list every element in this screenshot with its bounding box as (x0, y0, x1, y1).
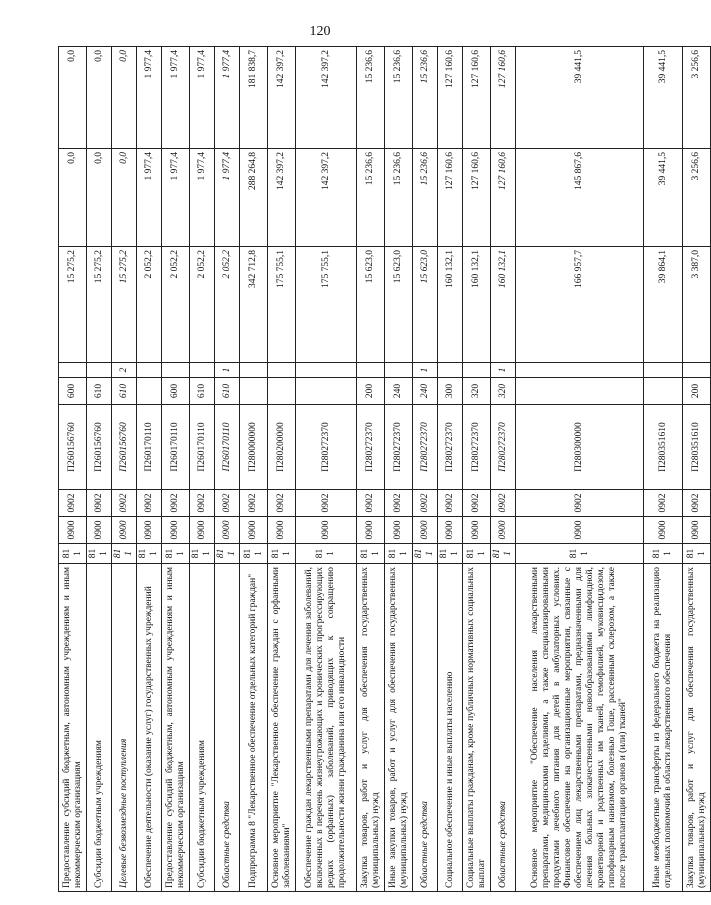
target-article-cell: П260156760 (112, 405, 137, 490)
source-code-cell (240, 363, 268, 378)
table-row (463, 47, 491, 892)
expense-type-cell: 600 (162, 378, 190, 405)
amount-year2-cell: 145 867,6 (516, 149, 644, 247)
ved-code-cell: 811 (59, 544, 87, 564)
amount-year1-cell: 15 623,0 (357, 247, 385, 363)
amount-year2-cell: 39 441,5 (644, 149, 683, 247)
target-article-cell: П260170110 (190, 405, 215, 490)
source-code-cell (296, 363, 357, 378)
table-body (59, 47, 711, 892)
section-code-cell: 0900 (516, 517, 644, 544)
amount-year3-cell: 15 236,6 (385, 47, 413, 149)
table-row (385, 47, 413, 892)
amount-year1-cell: 175 755,1 (268, 247, 296, 363)
source-code-cell (137, 363, 162, 378)
row-name-cell: Обеспечение граждан лекарственными препаратами для лечения заболеваний, включенных в перечень жизнеугрожающих и хронических прогрессирующих редких (орфанных) заболеваний, приводящих к сокращению продолжительности жизни гражданина или его инвалидности (296, 564, 357, 892)
ved-code-cell: 811 (438, 544, 463, 564)
amount-year3-cell: 0,0 (59, 47, 87, 149)
subsection-code-cell: 0902 (516, 490, 644, 517)
row-name-cell: Иные закупки товаров, работ и услуг для обеспечения государственных (муниципальных) нужд (385, 564, 413, 892)
target-article-cell: П280272370 (413, 405, 438, 490)
subsection-code-cell: 0902 (357, 490, 385, 517)
table-row (683, 47, 711, 892)
amount-year2-cell: 0,0 (87, 149, 112, 247)
subsection-code-cell: 0902 (162, 490, 190, 517)
section-code-cell: 0900 (162, 517, 190, 544)
ved-code-cell: 811 (268, 544, 296, 564)
row-name-cell: Подпрограмма 8 "Лекарственное обеспечение отдельных категорий граждан" (240, 564, 268, 892)
expense-type-cell: 320 (463, 378, 491, 405)
amount-year1-cell: 39 864,1 (644, 247, 683, 363)
target-article-cell: П280272370 (438, 405, 463, 490)
row-name-cell: Субсидии бюджетным учреждениям (190, 564, 215, 892)
ved-code-cell: 811 (112, 544, 137, 564)
section-code-cell: 0900 (112, 517, 137, 544)
expense-type-cell (644, 378, 683, 405)
amount-year3-cell: 0,0 (87, 47, 112, 149)
amount-year3-cell: 39 441,5 (516, 47, 644, 149)
amount-year2-cell: 127 160,6 (438, 149, 463, 247)
target-article-cell: П260170110 (162, 405, 190, 490)
row-name-cell: Предоставление субсидий бюджетным, автономным учреждениям и иным некоммерческим организациям (162, 564, 190, 892)
table-row (190, 47, 215, 892)
section-code-cell: 0900 (357, 517, 385, 544)
subsection-code-cell: 0902 (463, 490, 491, 517)
expense-type-cell: 610 (112, 378, 137, 405)
amount-year1-cell: 2 052,2 (215, 247, 240, 363)
subsection-code-cell: 0902 (296, 490, 357, 517)
amount-year1-cell: 15 623,0 (413, 247, 438, 363)
expense-type-cell (240, 378, 268, 405)
ved-code-cell: 811 (240, 544, 268, 564)
subsection-code-cell: 0902 (112, 490, 137, 517)
amount-year2-cell: 127 160,6 (463, 149, 491, 247)
ved-code-cell: 811 (385, 544, 413, 564)
amount-year1-cell: 342 712,8 (240, 247, 268, 363)
amount-year2-cell: 15 236,6 (385, 149, 413, 247)
subsection-code-cell: 0902 (683, 490, 711, 517)
amount-year1-cell: 15 275,2 (59, 247, 87, 363)
subsection-code-cell: 0902 (59, 490, 87, 517)
table-row (413, 47, 438, 892)
amount-year3-cell: 3 256,6 (683, 47, 711, 149)
subsection-code-cell: 0902 (644, 490, 683, 517)
amount-year2-cell: 3 256,6 (683, 149, 711, 247)
amount-year1-cell: 15 275,2 (112, 247, 137, 363)
subsection-code-cell: 0902 (385, 490, 413, 517)
row-name-cell: Субсидии бюджетным учреждениям (87, 564, 112, 892)
budget-table-rotated (58, 47, 707, 892)
target-article-cell: П260156760 (59, 405, 87, 490)
table-row (644, 47, 683, 892)
row-name-cell: Обеспечение деятельности (оказание услуг) государственных учреждений (137, 564, 162, 892)
amount-year1-cell: 160 132,1 (463, 247, 491, 363)
amount-year1-cell: 160 132,1 (491, 247, 516, 363)
table-row (137, 47, 162, 892)
section-code-cell: 0900 (491, 517, 516, 544)
target-article-cell: П280272370 (491, 405, 516, 490)
row-name-cell: Областные средства (491, 564, 516, 892)
row-name-cell: Областные средства (215, 564, 240, 892)
ved-code-cell: 811 (644, 544, 683, 564)
amount-year2-cell: 15 236,6 (413, 149, 438, 247)
source-code-cell: 1 (413, 363, 438, 378)
expense-type-cell: 610 (190, 378, 215, 405)
amount-year3-cell: 15 236,6 (413, 47, 438, 149)
amount-year1-cell: 15 275,2 (87, 247, 112, 363)
expense-type-cell: 320 (491, 378, 516, 405)
expense-type-cell (137, 378, 162, 405)
section-code-cell: 0900 (240, 517, 268, 544)
amount-year3-cell: 1 977,4 (137, 47, 162, 149)
expense-type-cell: 240 (413, 378, 438, 405)
subsection-code-cell: 0902 (491, 490, 516, 517)
ved-code-cell: 811 (137, 544, 162, 564)
subsection-code-cell: 0902 (87, 490, 112, 517)
expense-type-cell (516, 378, 644, 405)
source-code-cell (268, 363, 296, 378)
source-code-cell (357, 363, 385, 378)
section-code-cell: 0900 (413, 517, 438, 544)
expense-type-cell: 300 (438, 378, 463, 405)
source-code-cell (162, 363, 190, 378)
amount-year2-cell: 142 397,2 (296, 149, 357, 247)
amount-year3-cell: 0,0 (112, 47, 137, 149)
table-row (87, 47, 112, 892)
table-row (59, 47, 87, 892)
amount-year2-cell: 1 977,4 (215, 149, 240, 247)
section-code-cell: 0900 (190, 517, 215, 544)
ved-code-cell: 811 (190, 544, 215, 564)
section-code-cell: 0900 (438, 517, 463, 544)
ved-code-cell: 811 (413, 544, 438, 564)
target-article-cell: П280300000 (516, 405, 644, 490)
expense-type-cell: 610 (215, 378, 240, 405)
amount-year1-cell: 175 755,1 (296, 247, 357, 363)
section-code-cell: 0900 (296, 517, 357, 544)
budget-table (58, 46, 711, 892)
source-code-cell: 1 (491, 363, 516, 378)
amount-year2-cell: 127 160,6 (491, 149, 516, 247)
source-code-cell (87, 363, 112, 378)
page-number: 120 (309, 24, 331, 39)
expense-type-cell: 600 (59, 378, 87, 405)
row-name-cell: Основное мероприятие "Обеспечение населения лекарственными препаратами, медицинскими изделиями, а также специализированными продуктами лечебного питания для детей в амбулаторных условиях. Финансовое обеспечение на организационные мероприятия, связанные с обеспечением лиц лекарственными препаратами, предназначенными для лечения больных злокачественными новообразованиями лимфоидной, кроветворной и родственных им тканей, гемофилией, муковисцидозом, гипофизарным нанизмом, болезнью Гоше, рассеянным склерозом, а также после трансплантации органов и (или) тканей" (516, 564, 644, 892)
subsection-code-cell: 0902 (438, 490, 463, 517)
table-row (215, 47, 240, 892)
subsection-code-cell: 0902 (190, 490, 215, 517)
ved-code-cell: 811 (516, 544, 644, 564)
source-code-cell: 2 (112, 363, 137, 378)
expense-type-cell (268, 378, 296, 405)
section-code-cell: 0900 (644, 517, 683, 544)
source-code-cell (516, 363, 644, 378)
amount-year3-cell: 15 236,6 (357, 47, 385, 149)
ved-code-cell: 811 (357, 544, 385, 564)
subsection-code-cell: 0902 (268, 490, 296, 517)
amount-year3-cell: 1 977,4 (190, 47, 215, 149)
amount-year3-cell: 127 160,6 (438, 47, 463, 149)
table-row (162, 47, 190, 892)
source-code-cell (644, 363, 683, 378)
source-code-cell (683, 363, 711, 378)
row-name-cell: Социальное обеспечение и иные выплаты населению (438, 564, 463, 892)
subsection-code-cell: 0902 (240, 490, 268, 517)
amount-year2-cell: 0,0 (59, 149, 87, 247)
source-code-cell (438, 363, 463, 378)
amount-year2-cell: 288 264,8 (240, 149, 268, 247)
amount-year1-cell: 2 052,2 (162, 247, 190, 363)
target-article-cell: П280272370 (385, 405, 413, 490)
section-code-cell: 0900 (59, 517, 87, 544)
ved-code-cell: 811 (162, 544, 190, 564)
amount-year1-cell: 3 387,0 (683, 247, 711, 363)
table-row (240, 47, 268, 892)
expense-type-cell: 240 (385, 378, 413, 405)
amount-year3-cell: 181 838,7 (240, 47, 268, 149)
row-name-cell: Основное мероприятие "Лекарственное обеспечение граждан с орфанными заболеваниями" (268, 564, 296, 892)
amount-year2-cell: 142 397,2 (268, 149, 296, 247)
ved-code-cell: 811 (215, 544, 240, 564)
amount-year3-cell: 1 977,4 (162, 47, 190, 149)
row-name-cell: Социальные выплаты гражданам, кроме публичных нормативных социальных выплат (463, 564, 491, 892)
amount-year2-cell: 1 977,4 (190, 149, 215, 247)
section-code-cell: 0900 (137, 517, 162, 544)
row-name-cell: Предоставление субсидий бюджетным, автономным учреждениям и иным некоммерческим организациям (59, 564, 87, 892)
section-code-cell: 0900 (683, 517, 711, 544)
target-article-cell: П280351610 (683, 405, 711, 490)
target-article-cell: П280272370 (357, 405, 385, 490)
amount-year2-cell: 1 977,4 (137, 149, 162, 247)
amount-year1-cell: 2 052,2 (190, 247, 215, 363)
row-name-cell: Иные межбюджетные трансферты из федерального бюджета на реализацию отдельных полномочий в области лекарственного обеспечения (644, 564, 683, 892)
amount-year2-cell: 1 977,4 (162, 149, 190, 247)
target-article-cell: П280272370 (296, 405, 357, 490)
target-article-cell: П260170110 (215, 405, 240, 490)
amount-year3-cell: 39 441,5 (644, 47, 683, 149)
table-row (357, 47, 385, 892)
target-article-cell: П280272370 (463, 405, 491, 490)
subsection-code-cell: 0902 (215, 490, 240, 517)
table-row (516, 47, 644, 892)
target-article-cell: П280351610 (644, 405, 683, 490)
section-code-cell: 0900 (268, 517, 296, 544)
amount-year1-cell: 166 957,7 (516, 247, 644, 363)
table-row (438, 47, 463, 892)
source-code-cell (59, 363, 87, 378)
expense-type-cell (296, 378, 357, 405)
section-code-cell: 0900 (215, 517, 240, 544)
row-name-cell: Целевые безвозмездные поступления (112, 564, 137, 892)
row-name-cell: Закупка товаров, работ и услуг для обеспечения государственных (муниципальных) нужд (357, 564, 385, 892)
source-code-cell (190, 363, 215, 378)
table-row (268, 47, 296, 892)
amount-year3-cell: 127 160,6 (491, 47, 516, 149)
amount-year3-cell: 142 397,2 (296, 47, 357, 149)
ved-code-cell: 811 (87, 544, 112, 564)
row-name-cell: Областные средства (413, 564, 438, 892)
source-code-cell (463, 363, 491, 378)
section-code-cell: 0900 (87, 517, 112, 544)
amount-year3-cell: 142 397,2 (268, 47, 296, 149)
amount-year1-cell: 160 132,1 (438, 247, 463, 363)
expense-type-cell: 610 (87, 378, 112, 405)
amount-year3-cell: 1 977,4 (215, 47, 240, 149)
expense-type-cell: 200 (357, 378, 385, 405)
amount-year1-cell: 15 623,0 (385, 247, 413, 363)
ved-code-cell: 811 (491, 544, 516, 564)
table-row (112, 47, 137, 892)
amount-year2-cell: 0,0 (112, 149, 137, 247)
ved-code-cell: 811 (296, 544, 357, 564)
ved-code-cell: 811 (683, 544, 711, 564)
expense-type-cell: 200 (683, 378, 711, 405)
target-article-cell: П280000000 (240, 405, 268, 490)
row-name-cell: Закупка товаров, работ и услуг для обеспечения государственных (муниципальных) нужд (683, 564, 711, 892)
section-code-cell: 0900 (385, 517, 413, 544)
amount-year2-cell: 15 236,6 (357, 149, 385, 247)
amount-year3-cell: 127 160,6 (463, 47, 491, 149)
target-article-cell: П280200000 (268, 405, 296, 490)
table-row (491, 47, 516, 892)
target-article-cell: П260170110 (137, 405, 162, 490)
table-row (296, 47, 357, 892)
target-article-cell: П260156760 (87, 405, 112, 490)
ved-code-cell: 811 (463, 544, 491, 564)
subsection-code-cell: 0902 (137, 490, 162, 517)
section-code-cell: 0900 (463, 517, 491, 544)
source-code-cell (385, 363, 413, 378)
amount-year1-cell: 2 052,2 (137, 247, 162, 363)
source-code-cell: 1 (215, 363, 240, 378)
subsection-code-cell: 0902 (413, 490, 438, 517)
